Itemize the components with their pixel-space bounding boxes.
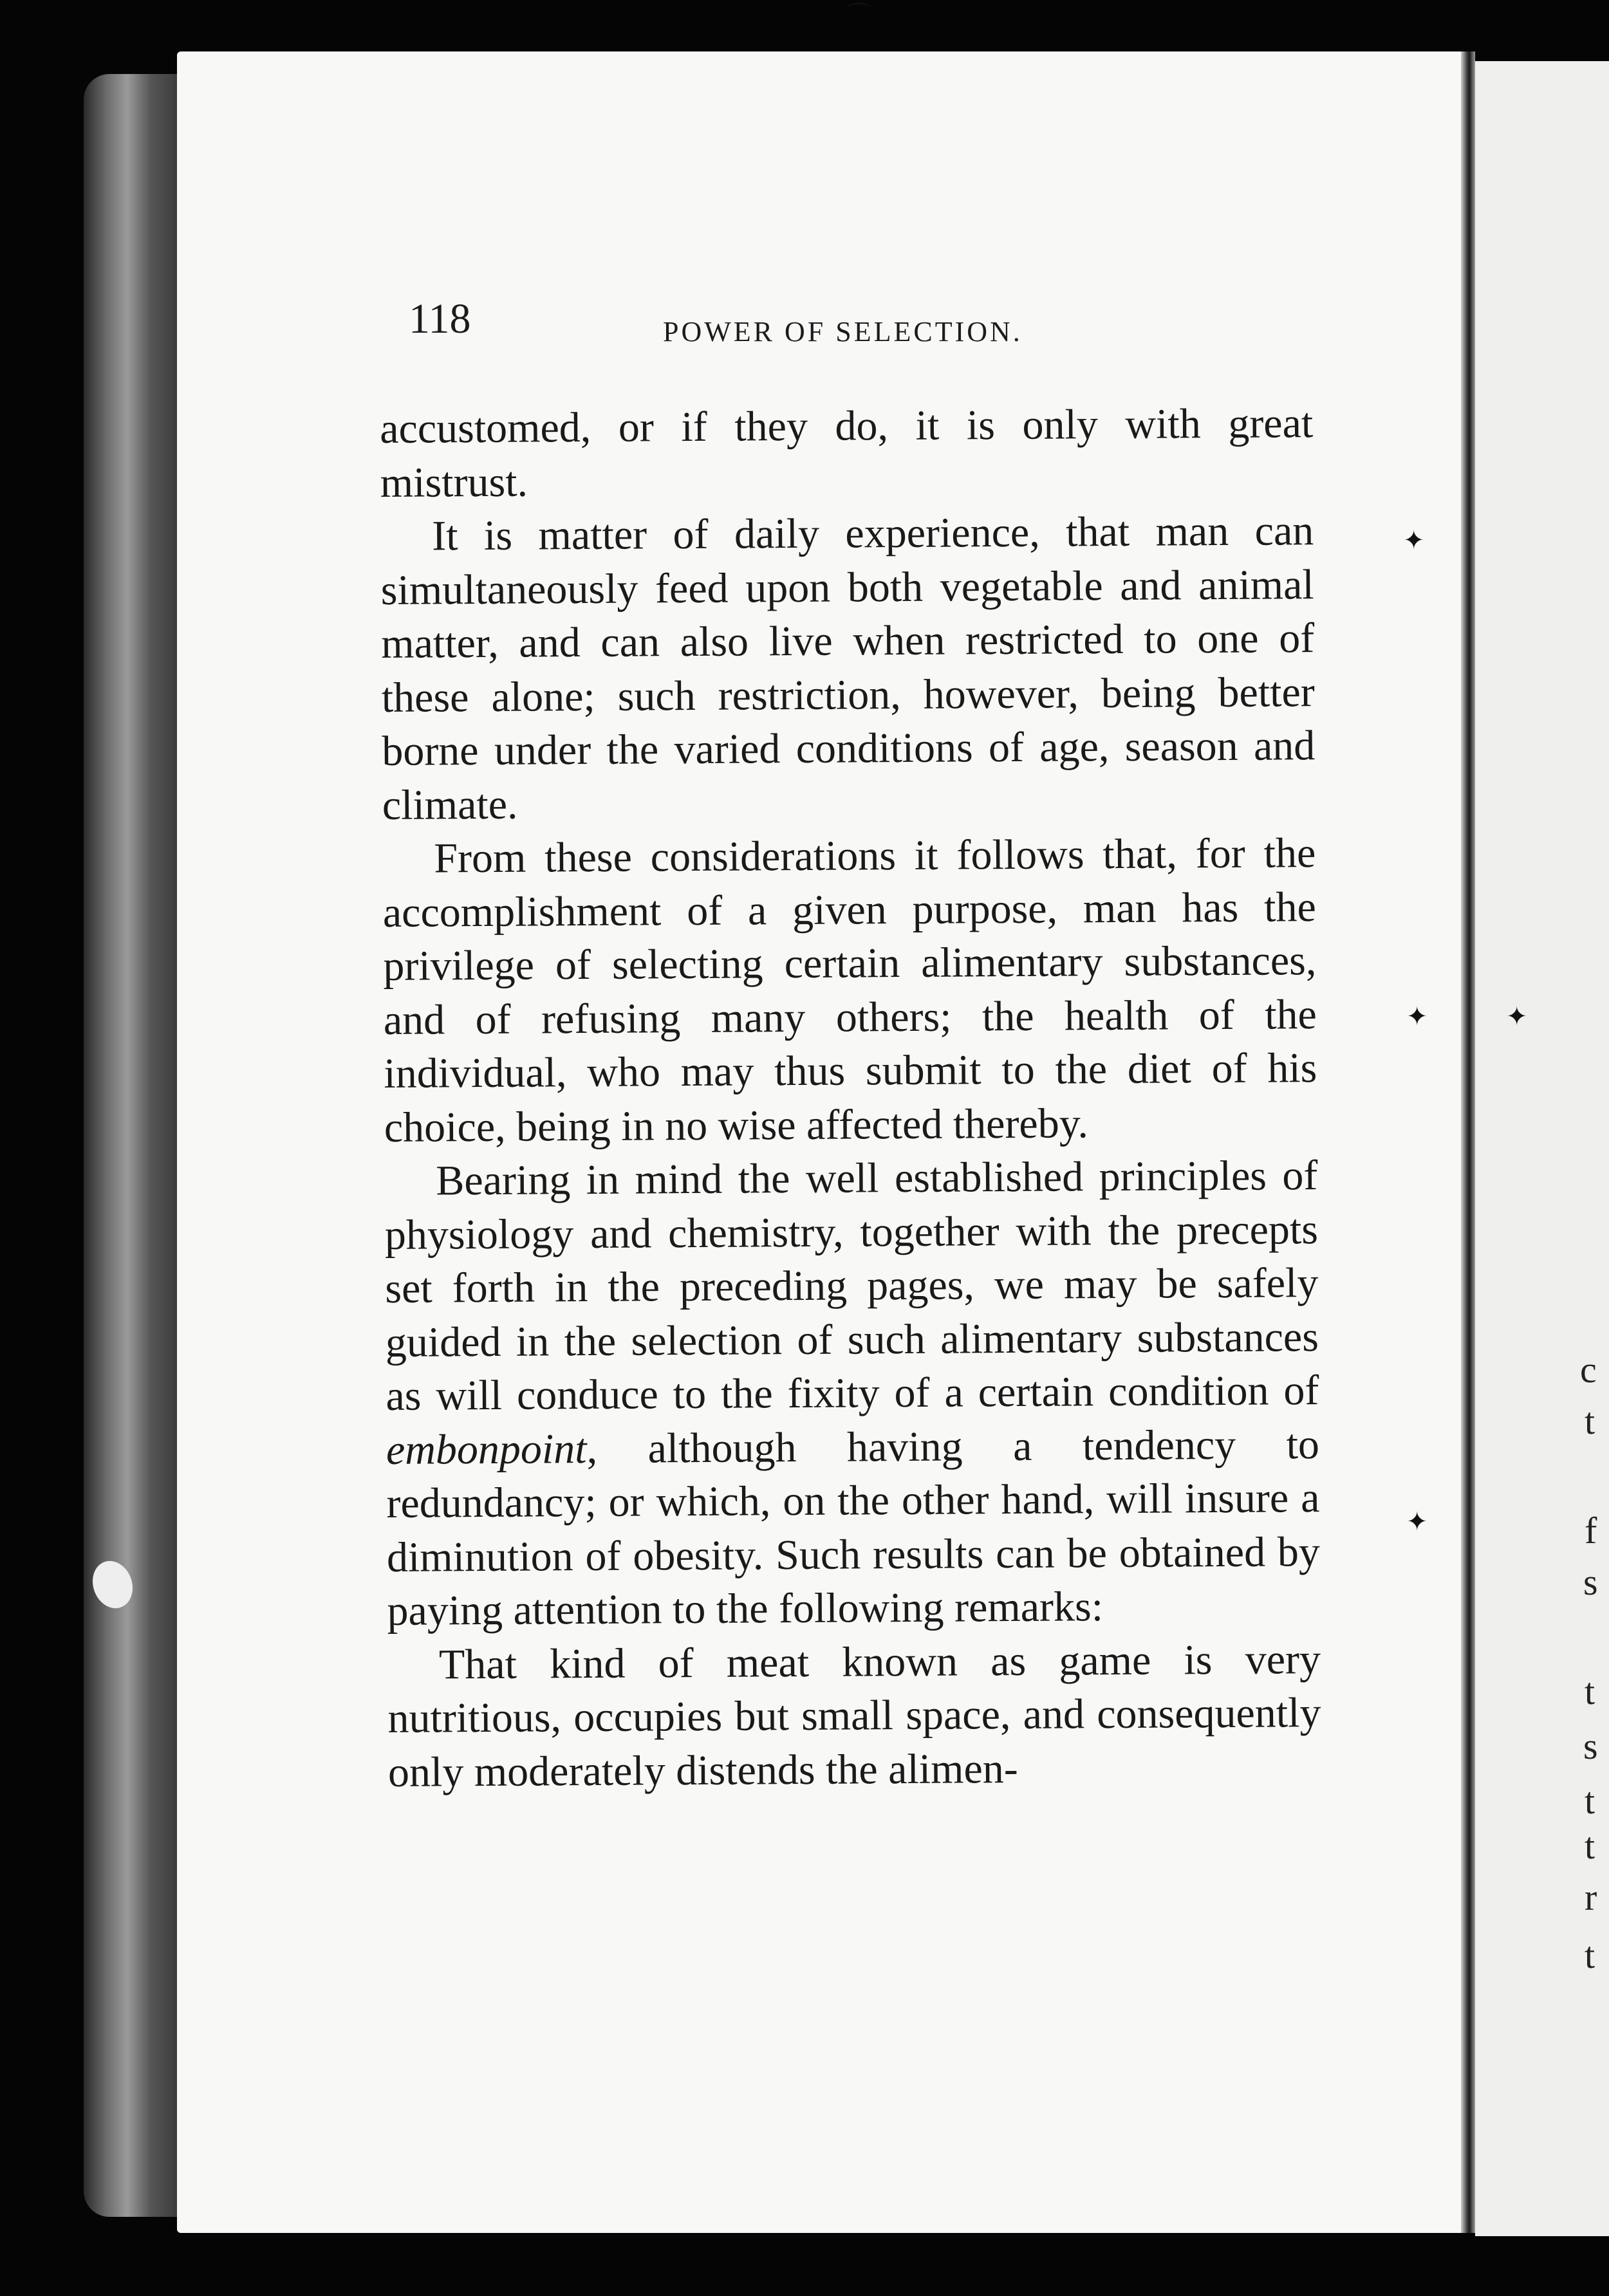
paragraph: From these considerations it follows that, for the accomplishment of a given purpose, man has the privilege of selecting certain alimentary substances, and of refusing many others; the health of the individual, who may thus submit to the diet of his choice, being in no wise affected thereby.	[382, 829, 1317, 1151]
facing-page-letter: f	[1585, 1510, 1597, 1551]
paragraph-text: Bearing in mind the well established principles of physiology and chemistry, together with the precepts set forth in the preceding pages, we may be safely guided in the selection of such alimentary substances as will conduce to the fixity of a certain condition of	[384, 1152, 1319, 1420]
facing-page-letter: t	[1585, 1671, 1595, 1712]
paragraph: accustomed, or if they do, it is only with great mistrust.	[380, 400, 1314, 506]
facing-page-letter: s	[1583, 1725, 1598, 1767]
facing-page-letter: t	[1585, 1400, 1595, 1442]
facing-page-letter: r	[1585, 1876, 1597, 1918]
facing-page-letter: t	[1585, 1780, 1595, 1822]
facing-page-letter: s	[1583, 1561, 1598, 1603]
paragraph	[384, 1149, 1321, 1638]
scan-speck: ✦	[1406, 1002, 1428, 1031]
scan-speck: ✦	[1506, 1002, 1528, 1031]
facing-page-letter: t	[1585, 1825, 1595, 1867]
body-text	[380, 396, 1321, 1799]
paragraph: That kind of meat known as game is very nutritious, occupies but small space, and consequently only moderately distends the alimen-	[387, 1635, 1321, 1796]
page-number: 118	[409, 295, 471, 342]
scan-speck: ⌒	[846, 1, 872, 30]
running-head: POWER OF SELECTION.	[663, 316, 1023, 347]
page-fold-shadow	[1461, 51, 1475, 2233]
facing-page-letter: t	[1585, 1934, 1595, 1976]
facing-page-letter: c	[1580, 1349, 1597, 1391]
paragraph-text: , although having a tendency to redundancy; or which, on the other hand, will insure a diminution of obesity. Such results can be obtained by paying attention to the following remarks:	[386, 1420, 1321, 1634]
book-edge	[84, 74, 180, 2217]
scan-speck: ✦	[1403, 526, 1425, 555]
italic-term: embonpoint	[386, 1425, 587, 1474]
paragraph: It is matter of daily experience, that man can simultaneously feed upon both vegetable and animal matter, and can also live when restricted to one of these alone; such restriction, however, being better borne under the varied conditions of age, season and climate.	[380, 507, 1316, 829]
scan-speck: ✦	[1406, 1507, 1428, 1536]
